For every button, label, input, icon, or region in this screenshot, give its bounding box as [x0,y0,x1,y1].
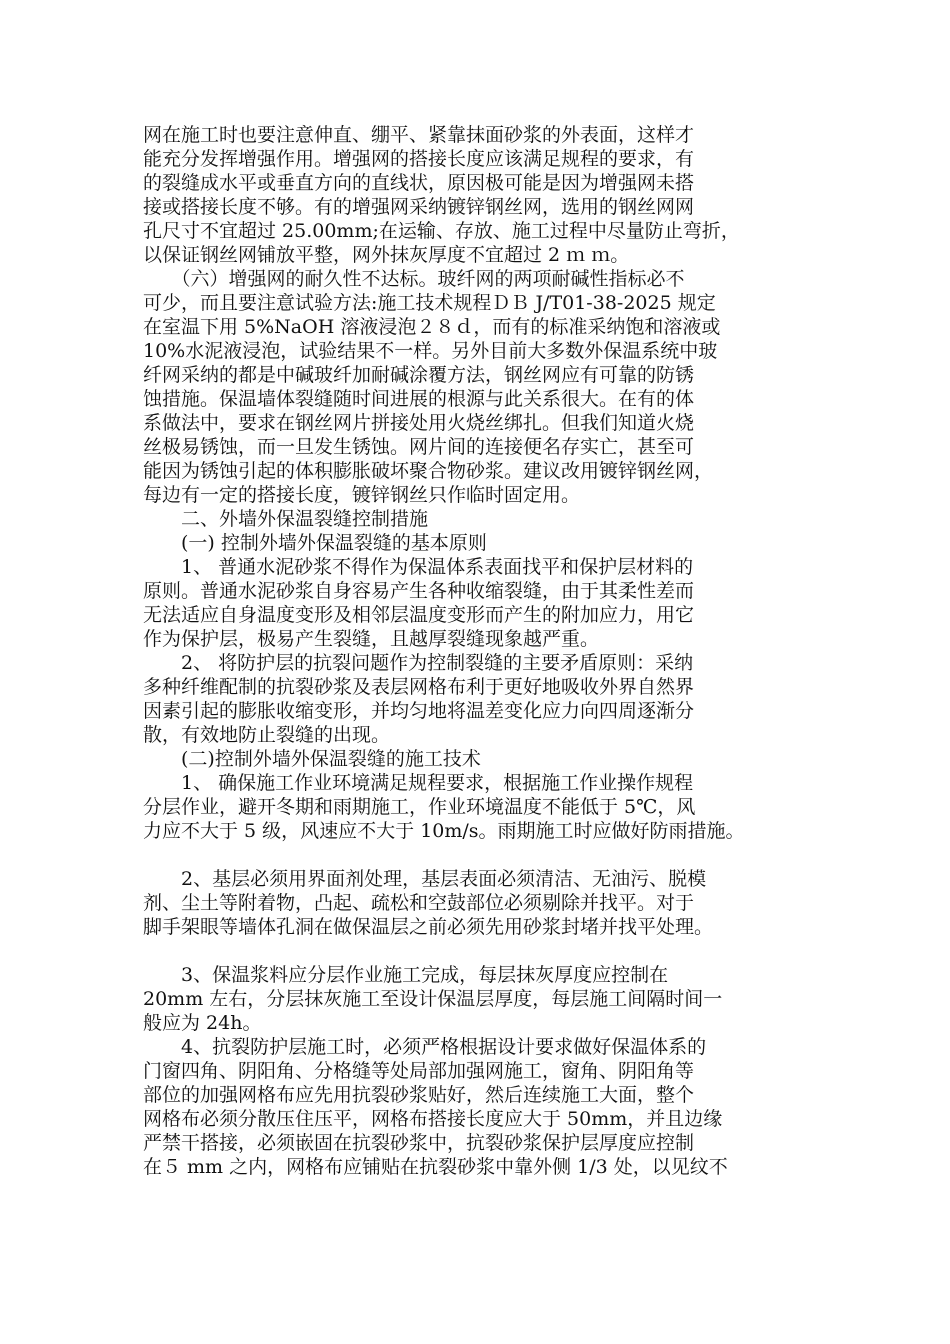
text-line: 纤网采纳的都是中碱玻纤加耐碱涂覆方法，钢丝网应有可靠的防锈 [143,364,695,386]
body-text [143,123,823,1179]
text-line: 分层作业，避开冬期和雨期施工，作业环境温度不能低于 5℃，风 [143,796,696,818]
text-line: 1、 普通水泥砂浆不得作为保温体系表面找平和保护层材料的 [143,556,694,578]
text-line: 网格布必须分散压住压平，网格布搭接长度应大于 50mm，并且边缘 [143,1108,723,1130]
text-line: 网在施工时也要注意伸直、绷平、紧靠抹面砂浆的外表面，这样才 [143,124,695,146]
text-line: 因素引起的膨胀收缩变形，并均匀地将温差变化应力向四周逐渐分 [143,700,695,722]
text-line: 在室温下用 5%NaOH 溶液浸泡２８ｄ，而有的标准采纳饱和溶液或 [143,316,721,338]
text-line: 多种纤维配制的抗裂砂浆及表层网格布利于更好地吸收外界自然界 [143,676,695,698]
text-line: （六）增强网的耐久性不达标。玻纤网的两项耐碱性指标必不 [143,268,685,290]
text-line: 20mm 左右，分层抹灰施工至设计保温层厚度，每层施工间隔时间一 [143,988,723,1010]
text-line: 在５ mm 之内，网格布应铺贴在抗裂砂浆中靠外侧 1/3 处，以见纹不 [143,1156,728,1178]
text-line: 作为保护层，极易产生裂缝，且越厚裂缝现象越严重。 [143,628,600,650]
text-line: 每边有一定的搭接长度，镀锌钢丝只作临时固定用。 [143,484,581,506]
text-line: 能充分发挥增强作用。增强网的搭接长度应该满足规程的要求，有 [143,148,695,170]
text-line: 能因为锈蚀引起的体积膨胀破坏聚合物砂浆。建议改用镀锌钢丝网， [143,460,714,482]
text-line: 蚀措施。保温墙体裂缝随时间进展的根源与此关系很大。在有的体 [143,388,695,410]
text-line: 10%水泥液浸泡，试验结果不一样。另外目前大多数外保温系统中玻 [143,340,718,362]
text-line: 无法适应自身温度变形及相邻层温度变形而产生的附加应力，用它 [143,604,695,626]
text-line: 孔尺寸不宜超过 25.00mm;在运输、存放、施工过程中尽量防止弯折， [143,220,740,242]
text-line: 般应为 24h。 [143,1012,262,1034]
text-line: 2、 将防护层的抗裂问题作为控制裂缝的主要矛盾原则：采纳 [143,652,694,674]
text-line: 可少，而且要注意试验方法:施工技术规程ＤＢ J/T01-38-2025 规定 [143,292,716,314]
text-line: 以保证钢丝网铺放平整，网外抹灰厚度不宜超过 2 ｍ ｍ。 [143,244,630,266]
text-line: 接或搭接长度不够。有的增强网采纳镀锌钢丝网，选用的钢丝网网 [143,196,695,218]
text-line: 力应不大于 5 级，风速应不大于 10m/s。雨期施工时应做好防雨措施。 [143,820,745,842]
text-line: 严禁干搭接，必须嵌固在抗裂砂浆中，抗裂砂浆保护层厚度应控制 [143,1132,695,1154]
text-line: 散，有效地防止裂缝的出现。 [143,724,391,746]
text-line: 1、 确保施工作业环境满足规程要求，根据施工作业操作规程 [143,772,694,794]
text-line: 原则。普通水泥砂浆自身容易产生各种收缩裂缝，由于其柔性差而 [143,580,695,602]
text-line: 2、基层必须用界面剂处理，基层表面必须清洁、无油污、脱模 [143,868,707,890]
subsection-heading: (二)控制外墙外保温裂缝的施工技术 [143,748,481,770]
text-line: 3、保温浆料应分层作业施工完成，每层抹灰厚度应控制在 [143,964,669,986]
text-line: 脚手架眼等墙体孔洞在做保温层之前必须先用砂浆封堵并找平处理。 [143,916,714,938]
text-line: 丝极易锈蚀，而一旦发生锈蚀。网片间的连接便名存实亡，甚至可 [143,436,695,458]
text-line: 部位的加强网格布应先用抗裂砂浆贴好，然后连续施工大面，整个 [143,1084,695,1106]
text-line: 门窗四角、阴阳角、分格缝等处局部加强网施工，窗角、阴阳角等 [143,1060,695,1082]
text-line: 系做法中，要求在钢丝网片拼接处用火烧丝绑扎。但我们知道火烧 [143,412,695,434]
section-heading: 二、外墙外保温裂缝控制措施 [143,508,429,530]
subsection-heading: (一) 控制外墙外保温裂缝的基本原则 [143,532,487,554]
text-line: 的裂缝成水平或垂直方向的直线状，原因极可能是因为增强网未搭 [143,172,695,194]
text-line: 4、抗裂防护层施工时，必须严格根据设计要求做好保温体系的 [143,1036,707,1058]
text-line: 剂、尘土等附着物，凸起、疏松和空鼓部位必须剔除并找平。对于 [143,892,695,914]
